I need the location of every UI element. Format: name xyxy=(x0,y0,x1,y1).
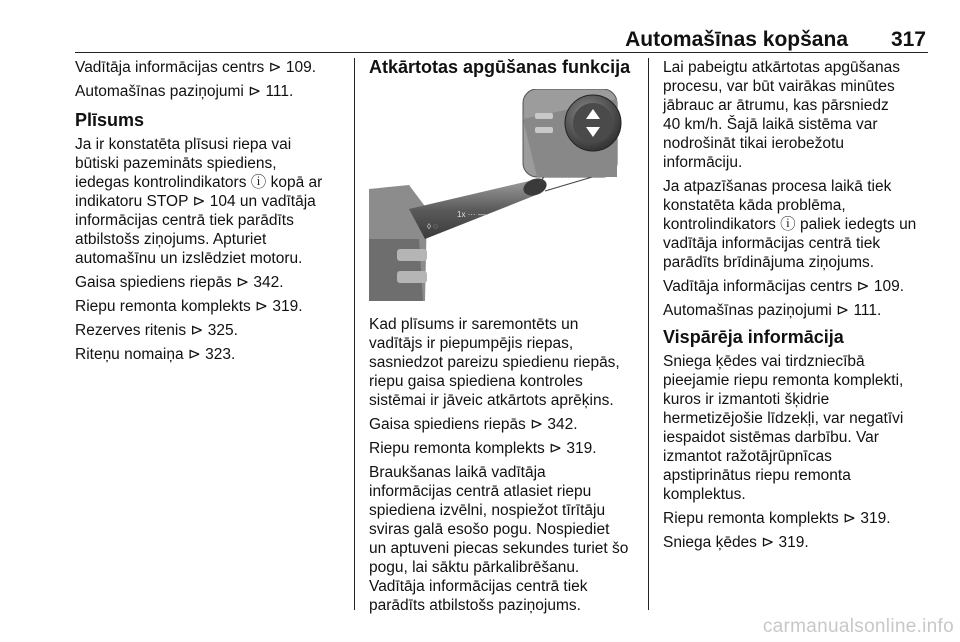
svg-text:1x ··· —: 1x ··· — xyxy=(457,210,486,219)
body-paragraph: Ja ir konstatēta plīsusi riepa vai būtiski pazemināts spiediens, iedegas kontrolindikators ⓘ kopā ar indikatoru STOP ⊳ 104 un vadītāja informācijas centrā tiek parādīts atbilstošs ziņojums. Apturiet automašīnu un izslēdziet motoru. xyxy=(75,136,323,267)
cross-reference[interactable]: Riepu remonta komplekts ⊳ 319. xyxy=(75,298,303,315)
cross-reference[interactable]: Riteņu nomaiņa ⊳ 323. xyxy=(75,346,236,363)
watermark: carmanualsonline.info xyxy=(762,616,954,637)
page-header xyxy=(75,26,928,53)
cross-reference[interactable]: Rezerves ritenis ⊳ 325. xyxy=(75,322,238,339)
cross-reference[interactable]: Automašīnas paziņojumi ⊳ 111. xyxy=(75,83,294,100)
cross-reference[interactable]: Automašīnas paziņojumi ⊳ 111. xyxy=(663,302,882,319)
body-paragraph: Sniega ķēdes vai tirdzniecībā pieejamie riepu remonta komplekti, kuros ir izmantoti šķidrie hermetizējošie līdzekļi, var negatīvi iespaidot sistēmas darbību. Var izmantot ražotājrūpnīcas apstiprinātus riepu remonta komplektus. xyxy=(663,353,904,503)
cross-reference[interactable]: Gaisa spiediens riepās ⊳ 342. xyxy=(75,274,284,291)
column-2 xyxy=(369,58,635,620)
cross-reference[interactable]: Riepu remonta komplekts ⊳ 319. xyxy=(663,510,891,527)
cross-reference[interactable]: Vadītāja informācijas centrs ⊳ 109. xyxy=(663,278,905,295)
page-number: 317 xyxy=(890,28,926,51)
section-heading: Atkārtotas apgūšanas funkcija xyxy=(369,57,631,77)
section-heading: Vispārēja informācija xyxy=(663,327,844,347)
body-paragraph: Ja atpazīšanas procesa laikā tiek konstatēta kāda problēma, kontrolindikators ⓘ paliek iedegts un vadītāja informācijas centrā tiek parādīts brīdinājuma ziņojums. xyxy=(663,178,917,271)
section-heading: Plīsums xyxy=(75,110,145,130)
page-title: Automašīnas kopšana xyxy=(625,28,848,51)
body-paragraph: Lai pabeigtu atkārtotas apgūšanas procesu, var būt vairākas minūtes jābrauc ar ātrumu, kas pārsniedz 40 km/h. Šajā laikā sistēma var nodrošināt tikai ierobežotu informāciju. xyxy=(663,59,900,171)
cross-reference[interactable]: Sniega ķēdes ⊳ 319. xyxy=(663,534,809,551)
body-paragraph: Kad plīsums ir saremontēts un vadītājs ir piepumpējis riepas, sasniedzot pareizu spiedienu riepās, riepu gaisa spiediena kontroles sistēmai ir jāveic atkārtots aprēķins. xyxy=(369,316,620,409)
column-divider xyxy=(648,58,649,610)
cross-reference[interactable]: Riepu remonta komplekts ⊳ 319. xyxy=(369,440,597,457)
body-paragraph: Braukšanas laikā vadītāja informācijas centrā atlasiet riepu spiediena izvēlni, nospiežot tīrītāju sviras galā esošo pogu. Nospiediet un aptuveni piecas sekundes turiet šo pogu, lai sāktu pārkalibrēšanu. Vadītāja informācijas centrā tiek parādīts atbilstošs paziņojums. xyxy=(369,464,629,614)
svg-text:◊ ◌: ◊ ◌ xyxy=(427,222,438,231)
column-divider xyxy=(354,58,355,610)
cross-reference[interactable]: Gaisa spiediens riepās ⊳ 342. xyxy=(369,416,578,433)
wiper-lever-illustration xyxy=(369,89,631,301)
column-1 xyxy=(75,58,343,369)
column-3 xyxy=(663,58,933,557)
cross-reference[interactable]: Vadītāja informācijas centrs ⊳ 109. xyxy=(75,59,317,76)
wiper-lever-svg xyxy=(369,89,631,301)
